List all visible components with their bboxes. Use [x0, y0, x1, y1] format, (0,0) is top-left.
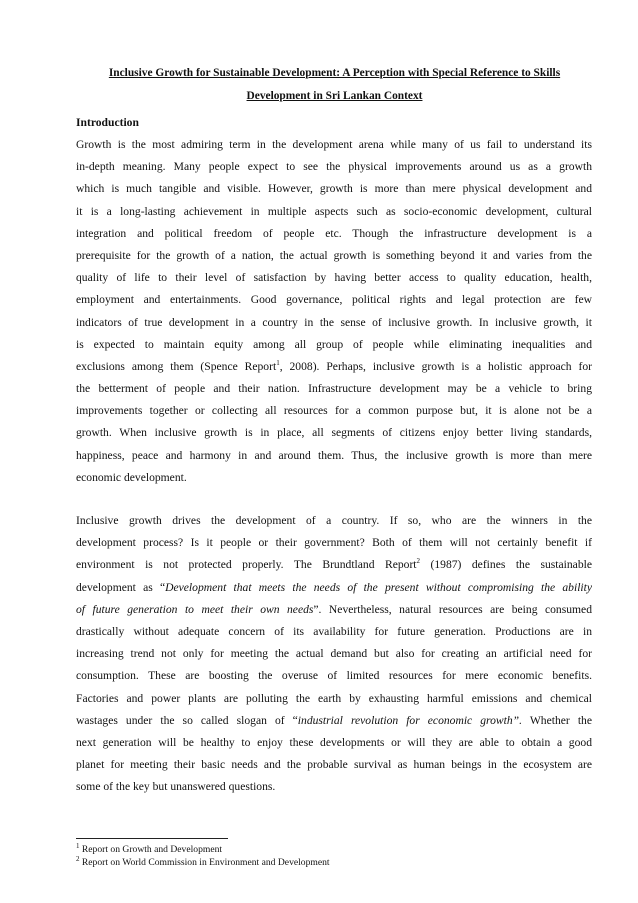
paper-title — [72, 62, 597, 108]
paragraph-line: increasing trend not only for meeting the actual demand but also for creating an artificial need for — [76, 647, 592, 661]
paragraph-line: happiness, peace and harmony in and around them. Thus, the inclusive growth is more than mere — [76, 448, 592, 462]
paragraph-line: economic development. — [76, 470, 187, 484]
paragraph-line: indicators of true development in a country in the sense of inclusive growth. In inclusive growth, it — [76, 315, 592, 329]
footnote-1 — [76, 843, 330, 856]
paragraph-line: consumption. These are boosting the overuse of limited resources for mere economic benefits. — [76, 669, 592, 683]
line-text: wastages under the so called slogan of “ — [76, 713, 298, 727]
paragraph-line: Inclusive growth drives the development of a country. If so, who are the winners in the — [76, 514, 592, 527]
paragraph-line: is expected to maintain equity among all group of people while eliminating inequalities and — [76, 337, 592, 351]
paragraph-line: the betterment of people and their nation. Infrastructure development may be a vehicle to bring — [76, 382, 592, 396]
line-text: Whether the — [522, 713, 592, 727]
paragraph-line: next generation will be healthy to enjoy these developments or will they are able to obtain a good — [76, 735, 592, 749]
footnote-ref-1: 1 — [276, 359, 280, 368]
paragraph-line — [76, 710, 592, 732]
footnotes — [76, 843, 330, 869]
paragraph-line: it is a long-lasting achievement in multiple aspects such as socio-economic development, cultural — [76, 204, 592, 218]
title-line-2: Development in Sri Lankan Context — [246, 90, 423, 102]
paragraph-line — [76, 356, 592, 378]
line-text: exclusions among them (Spence Report — [76, 359, 277, 373]
line-text: , 2008). Perhaps, inclusive growth is a holistic approach for — [279, 359, 593, 373]
paragraph-line: prerequisite for the growth of a nation, the actual growth is something beyond it and varies from the — [76, 248, 592, 262]
line-text: development as “ — [76, 580, 166, 594]
footnote-text: Report on World Commission in Environment and Development — [79, 857, 330, 868]
paragraph-line: employment and entertainments. Good governance, political rights and legal protection are few — [76, 293, 592, 307]
footnote-number: 1 — [76, 841, 80, 850]
paragraph-line: planet for meeting their basic needs and the probable survival as human beings in the ecosystem are — [76, 758, 592, 772]
paragraph-line: development process? Is it people or their government? Both of them will not certainly benefit if — [76, 536, 592, 550]
paragraph-line: integration and political freedom of people etc. Though the infrastructure development is a — [76, 226, 592, 240]
paragraph-line: Growth is the most admiring term in the development arena while many of us fail to understand its — [76, 138, 592, 151]
footnote-ref-2: 2 — [416, 557, 421, 566]
paragraph-line — [76, 599, 592, 621]
footnote-number: 2 — [76, 854, 80, 863]
introduction-paragraph-2 — [76, 510, 592, 798]
footnote-text: Report on Growth and Development — [79, 844, 223, 855]
paragraph-line: which is much tangible and visible. However, growth is more than mere physical development and — [76, 182, 592, 196]
quotation-text: of future generation to meet their own needs — [76, 602, 314, 616]
quotation-text: industrial revolution for economic growth”. — [297, 713, 523, 727]
paragraph-line: some of the key but unanswered questions. — [76, 780, 276, 794]
paragraph-line: quality of life to their level of satisfaction by having better access to quality education, health, — [76, 271, 592, 285]
section-heading: Introduction — [76, 116, 139, 129]
footnote-2 — [76, 856, 330, 869]
title-line-1: Inclusive Growth for Sustainable Development: A Perception with Special Reference to Skills — [108, 67, 561, 79]
line-text: (1987) defines the sustainable — [420, 558, 592, 572]
paragraph-line: improvements together or collecting all resources for a common purpose but, it is alone not be a — [76, 404, 592, 418]
paragraph-line: drastically without adequate concern of its availability for future generation. Productions are in — [76, 624, 592, 638]
paragraph-line: in-depth meaning. Many people expect to see the physical improvements around us as a growth — [76, 160, 592, 174]
line-text: ”. Nevertheless, natural resources are being consumed — [313, 602, 592, 616]
paragraph-line — [76, 554, 592, 576]
line-text: environment is not protected properly. The Brundtland Report — [76, 558, 417, 572]
introduction-paragraph-1 — [76, 134, 592, 489]
paragraph-line: growth. When inclusive growth is in place, all segments of citizens enjoy better living standards, — [76, 426, 592, 440]
footnote-divider — [76, 838, 228, 839]
paragraph-line — [76, 577, 592, 599]
paragraph-line: Factories and power plants are polluting the earth by exhausting harmful emissions and chemical — [76, 691, 592, 705]
quotation-text: Development that meets the needs of the present without compromising the ability — [165, 580, 593, 594]
